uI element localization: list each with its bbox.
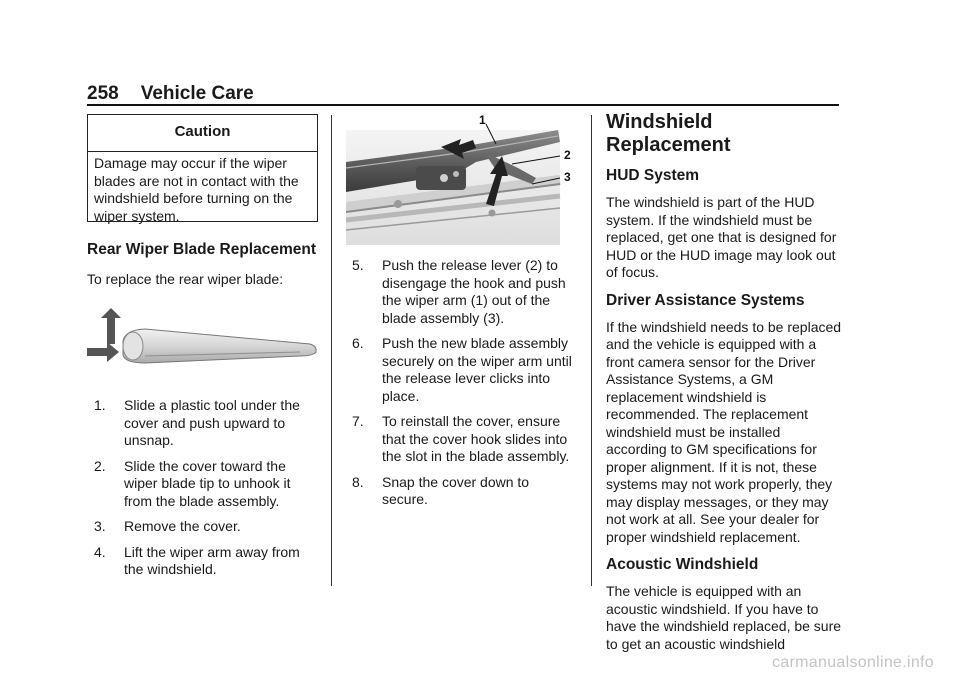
rear-wiper-heading: Rear Wiper Blade Replacement: [87, 241, 316, 258]
step-text: Push the release lever (2) to disengage the hook and push the wiper arm (1) out of the blade assembly (3).: [382, 257, 566, 326]
step-text: Slide the cover toward the wiper blade tip to unhook it from the blade assembly.: [124, 457, 291, 509]
step-text: Snap the cover down to secure.: [382, 473, 530, 507]
callout-label-2: 2: [564, 148, 571, 162]
step-number: 8.: [352, 473, 364, 490]
right-arrow-icon: [87, 342, 119, 362]
callout-label-3: 3: [564, 170, 571, 184]
section-title: Vehicle Care: [140, 83, 254, 104]
callout-label-1: 1: [479, 113, 486, 127]
column-divider-left: [331, 115, 332, 586]
list-item: [94, 518, 314, 536]
rear-wiper-steps: [94, 397, 314, 587]
blade-replacement-steps: [352, 257, 577, 517]
das-text: If the windshield needs to be replaced and the vehicle is equipped with a front camera sensor for the Driver Assistance Systems, a GM replacement windshield is recommended. The replacement windshield must be installed according to GM specifications for proper alignment. If it is not, these systems may not work properly, they may display messages, or they may not work at all. See your dealer for proper windshield replacement.: [606, 318, 842, 545]
list-item: [94, 458, 314, 511]
rear-wiper-illustration: [85, 308, 320, 378]
list-item: [352, 257, 577, 327]
caution-box: [87, 114, 318, 222]
step-number: 6.: [352, 335, 364, 351]
list-item: [352, 474, 577, 509]
step-text: Slide a plastic tool under the cover and push upward to unsnap.: [124, 397, 300, 448]
column-divider-right: [591, 115, 592, 586]
page-header: [87, 83, 254, 105]
step-text: Remove the cover.: [124, 518, 241, 534]
das-heading: Driver Assistance Systems: [606, 291, 805, 309]
acoustic-text: The vehicle is equipped with an acoustic windshield. If you have to have the windshield replaced, be sure to get an acoustic windshield: [606, 583, 842, 652]
step-number: 5.: [352, 257, 364, 273]
windshield-section: [606, 111, 842, 653]
step-text: Lift the wiper arm away from the windshield.: [124, 543, 300, 577]
list-item: [94, 544, 314, 579]
acoustic-heading: Acoustic Windshield: [606, 556, 759, 573]
step-number: 4.: [94, 543, 106, 560]
step-number: 1.: [94, 397, 106, 413]
rear-wiper-intro: To replace the rear wiper blade:: [87, 271, 284, 287]
page-number: 258: [87, 83, 119, 104]
header-divider: [87, 104, 839, 106]
wiper-arm-illustration: [346, 112, 578, 247]
list-item: [352, 335, 577, 405]
step-number: 3.: [94, 518, 106, 534]
wiper-cover-shape: [123, 329, 316, 363]
windshield-heading: Windshield Replacement: [606, 111, 731, 156]
list-item: [94, 397, 314, 450]
caution-body: Damage may occur if the wiper blades are not in contact with the windshield before turning on the wiper system.: [94, 155, 299, 224]
step-text: To reinstall the cover, ensure that the cover hook slides into the slot in the blade assembly.: [382, 413, 570, 464]
caution-divider: [88, 151, 317, 152]
step-text: Push the new blade assembly securely on the wiper arm until the release lever clicks into place.: [382, 335, 572, 404]
hud-text: The windshield is part of the HUD system. If the windshield must be replaced, get one that is designed for HUD or the HUD image may look out of focus.: [606, 194, 837, 280]
step-number: 2.: [94, 457, 106, 474]
caution-title: Caution: [174, 123, 231, 140]
upward-arrow-icon: [101, 308, 121, 344]
step-number: 7.: [352, 413, 364, 429]
hud-heading: HUD System: [606, 167, 700, 184]
list-item: [352, 413, 577, 466]
watermark: carmanualsonline.info: [772, 654, 934, 671]
